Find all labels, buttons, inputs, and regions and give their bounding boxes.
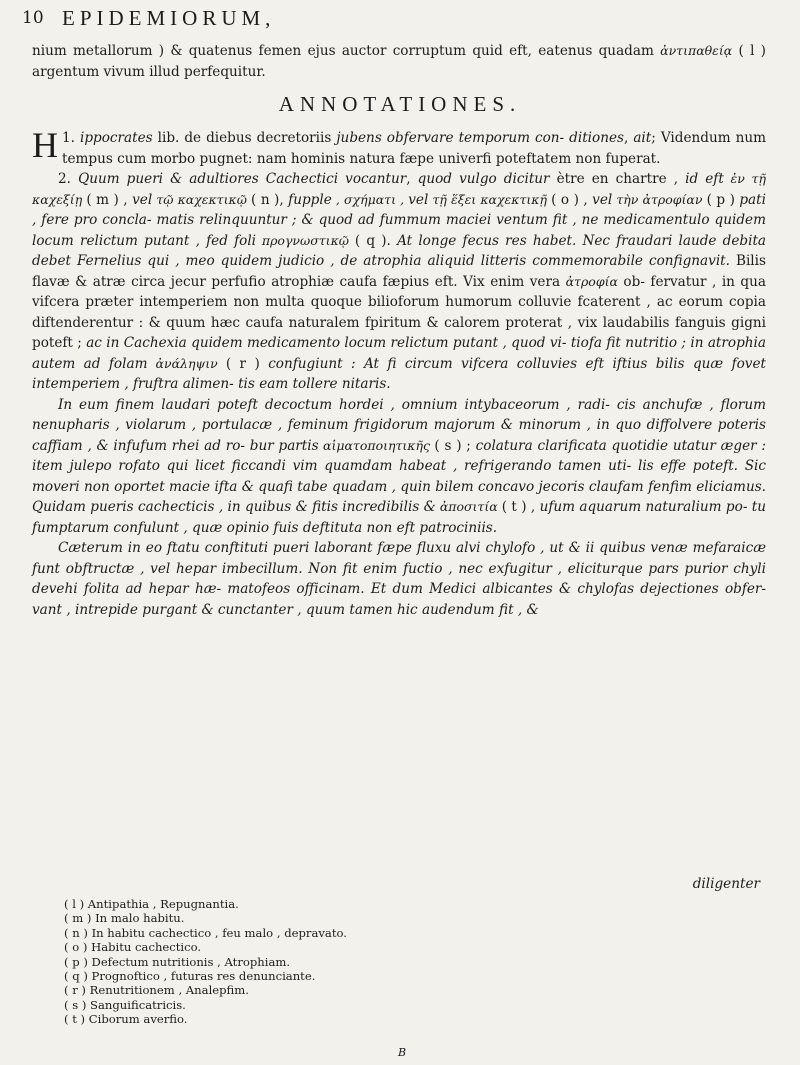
- footnote-text: Ciborum averfio.: [85, 1012, 188, 1027]
- footnotes: [64, 897, 347, 1027]
- text-run: vel: [132, 191, 153, 208]
- greek-term: τῷ καχεκτικῷ: [152, 191, 252, 207]
- text-run: In eum finem laudari poteft decoctum hordei , omnium intybaceorum , radi- cis anchufæ , florum nenupharis , violarum , portulacæ , feminum frigidorum majorum & minorum , in quo diffolvere poteris caffiam , & infufum rhei ad ro- bur partis: [32, 396, 766, 454]
- footnote-text: In habitu cachectico , feu malo , depravato.: [87, 925, 347, 940]
- greek-term: αἱματοποιητικῆς: [318, 437, 435, 453]
- text-run: ,: [623, 130, 634, 146]
- footnote-mark: ( o ): [64, 940, 88, 955]
- greek-term: ἀνάληψιν: [147, 355, 226, 371]
- footnote-mark: ( t ): [64, 1012, 86, 1027]
- footnote: [64, 897, 347, 911]
- section-title: ANNOTATIONES.: [278, 92, 522, 116]
- text-run: ufum aquarum naturalium po- tu fumptarum confulunt , quæ opinio fuis deftituta non eft patrociniis.: [32, 499, 766, 536]
- intro-paragraph: [32, 41, 766, 82]
- page-number: 10: [22, 8, 44, 28]
- text-run: fupple: [288, 191, 332, 208]
- text-run: vel: [408, 191, 429, 208]
- footnote: [64, 911, 347, 925]
- footnote-mark: ( l ): [64, 897, 85, 911]
- text-run: ,: [406, 171, 418, 187]
- intro-tail: ( l ) argentum vivum illud perfequitur.: [32, 43, 766, 80]
- text-run: ( t ) ,: [501, 499, 540, 515]
- catchword: diligenter: [692, 876, 760, 892]
- footnote-mark: ( r ): [64, 983, 86, 998]
- footnote: [64, 1012, 347, 1026]
- footnote: [64, 926, 347, 940]
- text-run: quod vulgo dicitur: [417, 171, 550, 187]
- text-run: ( r ): [225, 355, 269, 372]
- greek-term: προγνωστικῷ: [256, 232, 355, 248]
- annotation-n4: [32, 538, 766, 620]
- text-run: jubens obfervare temporum con- ditiones: [336, 130, 624, 146]
- greek-term: ἐν τῇ καχεξίῃ: [32, 171, 766, 207]
- text-run: ; Videndum num tempus cum morbo pugnet: nam hominis natura fæpe univerfi poteftatem non fuperat.: [62, 130, 766, 167]
- footnote-mark: ( m ): [64, 911, 92, 926]
- running-title: EPIDEMIORUM,: [62, 6, 276, 30]
- text-run: ( o ) ,: [551, 191, 593, 208]
- annotation-n2: [32, 169, 766, 395]
- annotation-number: 1.: [62, 130, 80, 146]
- footnote-mark: ( s ): [64, 997, 87, 1012]
- greek-term: τῇ ἕξει καχεκτικῇ: [428, 191, 552, 207]
- text-run: ( p ): [706, 191, 740, 208]
- footnote-text: Renutritionem , Analepfim.: [85, 983, 249, 998]
- footnote: [64, 998, 347, 1012]
- text-run: Cæterum in eo ftatu conftituti pueri laborant fæpe fluxu alvi chylofo , ut & ii quibus venæ mefaraicæ funt obftructæ , vel hepar imbecillum. Non fit enim fuctio , nec exfugitur , eliciturque pars purior chyli devehi folita ad hepar hæ- matofeos officinam. Et dum Medici albicantes & chylofas dejectiones obfer- vant , intrepide purgant & cunctanter , quum tamen hic audendum fit , &: [32, 540, 766, 618]
- text-run: confugiunt : At fi circum vifcera colluvies eft iftius bilis quæ fovet intemperiem , fruftra alimen- tis eam tollere nitaris.: [32, 355, 766, 392]
- footnote-mark: ( q ): [64, 969, 88, 984]
- text-run: ( s ) ;: [434, 437, 476, 454]
- intro-greek: ἀντιπαθείᾳ: [660, 43, 733, 58]
- greek-term: , σχήματι ,: [331, 191, 409, 207]
- text-run: At longe fecus res habet. Nec fraudari laude debita debet Fernelius qui , meo quidem judicio , de atrophia aliquid litteris commemorabile confignavit.: [32, 232, 767, 269]
- text-run: colatura clarificata quotidie utatur æger : item julepo rofato qui licet ficcandi vim quamdam habeat , refrigerando tamen uti- lis effe poteft. Sic moveri non oportet macie ifta & quafi tabe quadam , quin bilem concavo jecoris claufam fenfim eliciamus. Quidam pueris cachecticis , in quibus & fitis incredibilis &: [32, 437, 767, 515]
- text-run: ob- fervatur , in qua vifcera præter intemperiem non multa quoque bilioforum humorum colluvie fcaterent , ac eorum copia diftenderentur : & quum hæc caufa naturalem fpiritum & calorem proterat , vix laudabilis fanguis gigni poteft ;: [32, 273, 766, 351]
- text-run: ètre en chartre ,: [549, 171, 686, 187]
- footnote-text: Habitu cachectico.: [87, 940, 202, 955]
- text-run: lib. de diebus decretoriis: [152, 130, 337, 146]
- intro-text: nium metallorum ) & quatenus femen ejus auctor corruptum quid eft, eatenus quadam: [32, 43, 654, 59]
- signature-mark: B: [398, 1046, 407, 1059]
- footnote-text: In malo habitu.: [91, 911, 185, 926]
- text-run: pati , fere pro concla- matis relinquuntur ; & quod ad fummum maciei ventum fit , ne medicamentulo quidem locum relictum putant , fed foli: [32, 191, 766, 249]
- greek-term: ἀποσιτία: [435, 499, 502, 514]
- footnote-text: Antipathia , Repugnantia.: [84, 897, 239, 911]
- text-run: ( q ).: [354, 232, 398, 249]
- footnote-text: Sanguificatricis.: [86, 997, 186, 1012]
- annotation-n1: [32, 125, 766, 169]
- footnote: [64, 983, 347, 997]
- greek-term: τὴν ἀτροφίαν: [612, 191, 707, 207]
- annotations-body: [32, 125, 767, 620]
- text-run: ( m ) ,: [86, 191, 133, 208]
- text-run: Quum pueri & adultiores Cachectici vocantur: [78, 171, 407, 187]
- footnote-text: Prognoftico , futuras res denunciante.: [87, 969, 316, 984]
- footnote-mark: ( n ): [64, 925, 88, 940]
- greek-term: ἀτροφία: [565, 273, 618, 289]
- text-run: id eft: [685, 171, 724, 187]
- footnote: [64, 969, 347, 983]
- text-run: ait: [633, 130, 652, 146]
- text-run: ippocrates: [79, 130, 153, 146]
- footnote-mark: ( p ): [64, 954, 88, 969]
- text-run: ac in Cachexia quidem medicamento locum relictum putant , quod vi- tiofa fit nutritio ; in atrophia autem ad folam: [32, 335, 766, 372]
- text-run: Bilis flavæ & atræ circa jecur perfufio atrophiæ caufa fæpius eft. Vix enim vera: [32, 253, 766, 290]
- text-run: ( n ),: [251, 191, 289, 208]
- footnote: [64, 955, 347, 969]
- text-run: vel: [592, 191, 613, 208]
- annotation-n3: [32, 395, 766, 539]
- annotation-number: 2.: [58, 171, 79, 187]
- footnote: [64, 940, 347, 954]
- footnote-text: Defectum nutritionis , Atrophiam.: [87, 954, 291, 969]
- drop-initial: H: [32, 125, 58, 165]
